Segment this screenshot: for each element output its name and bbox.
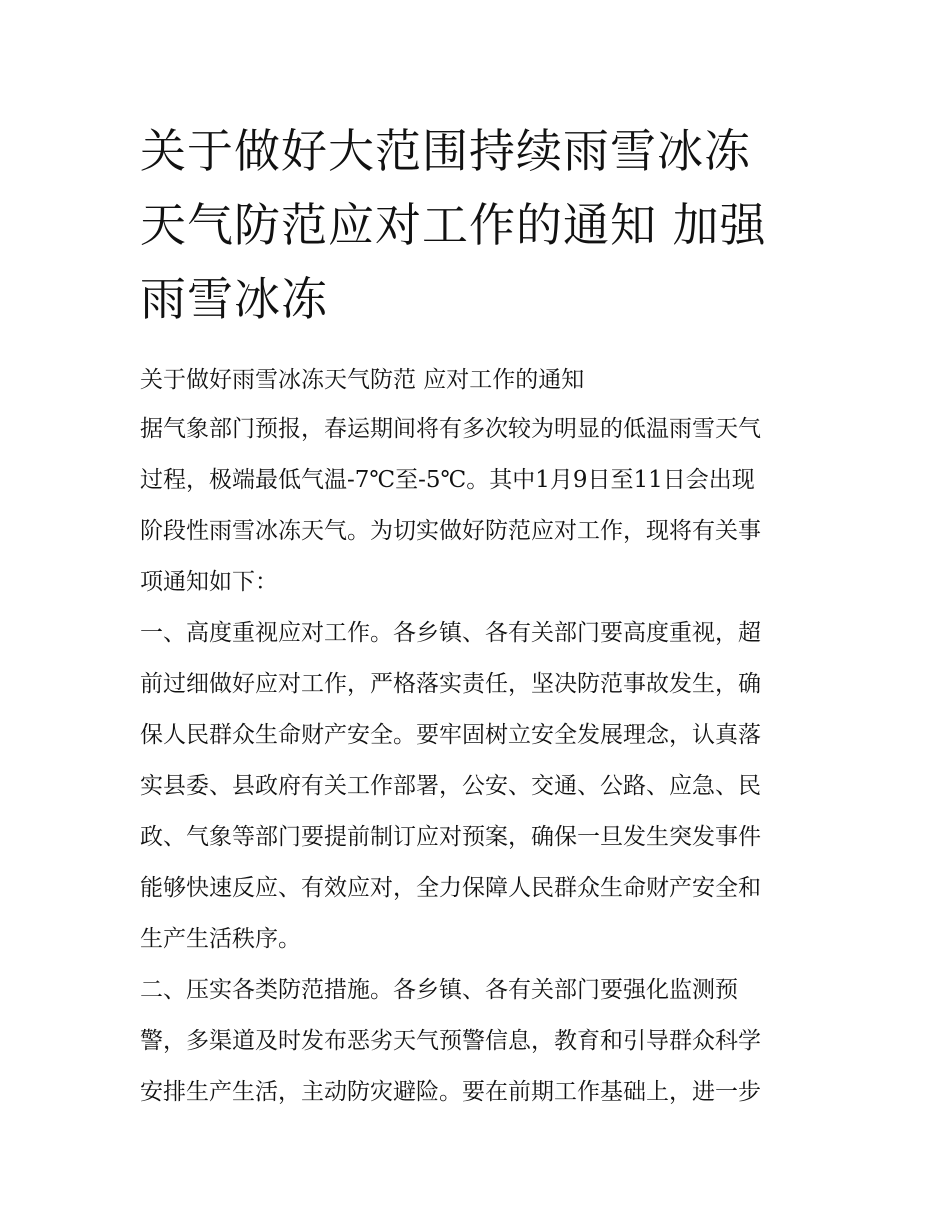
paragraph-line: 政、气象等部门要提前制订应对预案，确保一旦发生突发事件 bbox=[140, 824, 761, 850]
paragraph-line: 警，多渠道及时发布恶劣天气预警信息，教育和引导群众科学 bbox=[140, 1028, 761, 1054]
title-line: 关于做好大范围持续雨雪冰冻 bbox=[140, 124, 751, 178]
paragraph-line: 阶段性雨雪冰冻天气。为切实做好防范应对工作，现将有关事 bbox=[140, 518, 761, 544]
document-title bbox=[140, 114, 820, 336]
title-line: 雨雪冰冻 bbox=[140, 272, 328, 326]
title-line: 天气防范应对工作的通知 加强 bbox=[140, 198, 767, 252]
paragraph-line: 生产生活秩序。 bbox=[140, 926, 301, 952]
paragraph-line: 过程，极端最低气温-7℃至-5℃。其中1月9日至11日会出现 bbox=[140, 467, 755, 493]
paragraph-line: 前过细做好应对工作，严格落实责任，坚决防范事故发生，确 bbox=[140, 671, 761, 697]
paragraph-line: 实县委、县政府有关工作部署，公安、交通、公路、应急、民 bbox=[140, 773, 761, 799]
paragraph-line: 保人民群众生命财产安全。要牢固树立安全发展理念，认真落 bbox=[140, 722, 761, 748]
paragraph-line: 能够快速反应、有效应对，全力保障人民群众生命财产安全和 bbox=[140, 875, 761, 901]
paragraph-line: 一、高度重视应对工作。各乡镇、各有关部门要高度重视，超 bbox=[140, 620, 761, 646]
paragraph-section-two bbox=[140, 965, 812, 1118]
paragraph-intro bbox=[140, 404, 812, 608]
document-subtitle: 关于做好雨雪冰冻天气防范 应对工作的通知 bbox=[140, 367, 585, 393]
paragraph-section-one bbox=[140, 608, 812, 965]
paragraph-line: 安排生产生活，主动防灾避险。要在前期工作基础上，进一步 bbox=[140, 1079, 761, 1105]
document-body bbox=[140, 356, 812, 1118]
paragraph-line: 二、压实各类防范措施。各乡镇、各有关部门要强化监测预 bbox=[140, 977, 738, 1003]
paragraph-line: 据气象部门预报，春运期间将有多次较为明显的低温雨雪天气 bbox=[140, 416, 761, 442]
paragraph-line: 项通知如下： bbox=[140, 569, 278, 595]
